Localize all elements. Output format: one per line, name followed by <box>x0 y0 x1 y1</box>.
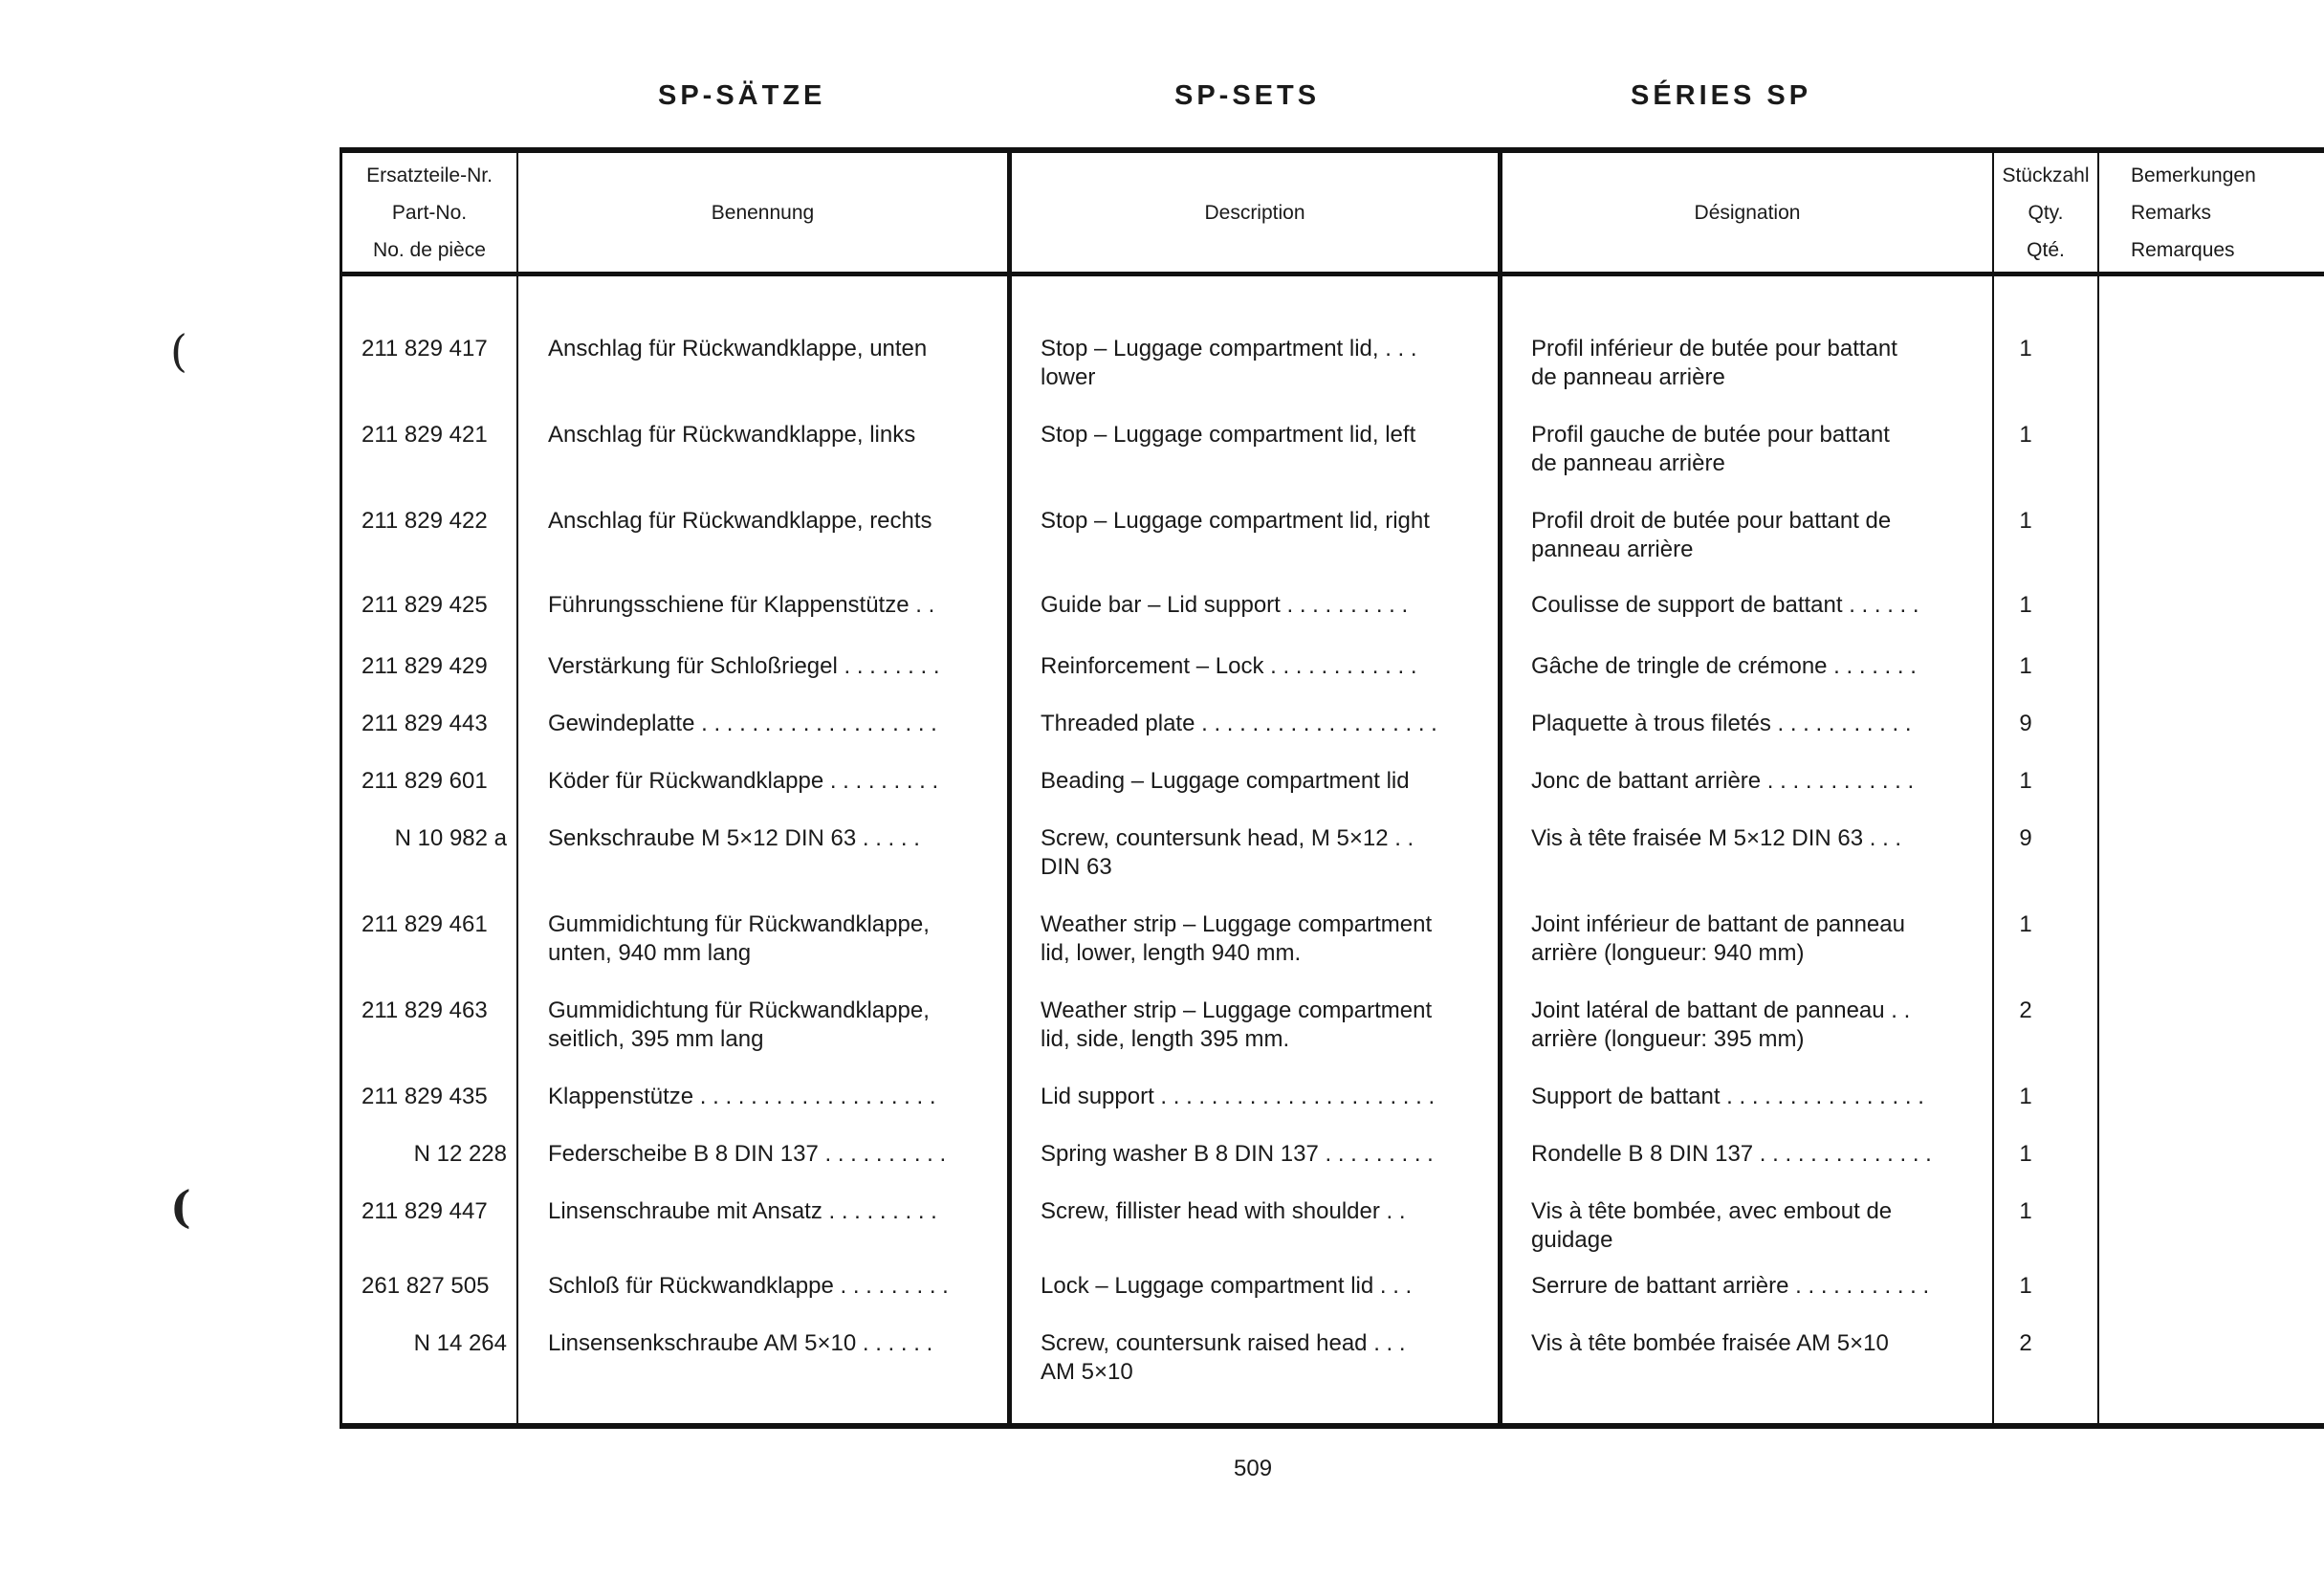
designation-cell: Coulisse de support de battant . . . . . . <box>1531 592 1919 618</box>
header-designation: Désignation <box>1694 201 1801 224</box>
benennung-cell: Schloß für Rückwandklappe . . . . . . . . . <box>548 1273 949 1299</box>
designation-cell: Joint inférieur de battant de panneau arrière (longueur: 940 mm) <box>1531 911 1905 966</box>
designation-cell: Support de battant . . . . . . . . . . . . . . . . <box>1531 1084 1924 1109</box>
designation-cell: Joint latéral de battant de panneau . . arrière (longueur: 395 mm) <box>1531 997 1911 1052</box>
quantity-cell: 9 <box>2019 711 2032 736</box>
column-divider <box>2097 153 2099 1423</box>
part-number: 211 829 421 <box>362 422 488 448</box>
description-cell: Screw, fillister head with shoulder . . <box>1041 1198 1406 1224</box>
description-cell: Lid support . . . . . . . . . . . . . . . . . . . . . . <box>1041 1084 1436 1109</box>
heading-german: SP-SÄTZE <box>658 80 826 111</box>
quantity-cell: 1 <box>2019 592 2032 618</box>
part-number: 211 829 429 <box>362 653 488 679</box>
column-divider <box>1992 153 1994 1423</box>
benennung-cell: Führungsschiene für Klappenstütze . . <box>548 592 935 618</box>
header-description: Description <box>1204 201 1305 224</box>
part-number: N 14 264 <box>413 1330 507 1356</box>
part-number: 211 829 425 <box>362 592 488 618</box>
part-number: 211 829 417 <box>362 336 488 362</box>
designation-cell: Rondelle B 8 DIN 137 . . . . . . . . . . . . . . <box>1531 1141 1932 1167</box>
header-qty-en: Qty. <box>2028 201 2064 224</box>
designation-cell: Vis à tête fraisée M 5×12 DIN 63 . . . <box>1531 825 1902 851</box>
description-cell: Beading – Luggage compartment lid <box>1041 768 1410 794</box>
description-cell: Weather strip – Luggage compartment lid, side, length 395 mm. <box>1041 997 1433 1052</box>
heading-english: SP-SETS <box>1174 80 1321 111</box>
binding-hole-mark: ( <box>170 325 187 377</box>
quantity-cell: 1 <box>2019 911 2032 937</box>
benennung-cell: Klappenstütze . . . . . . . . . . . . . . . . . . . <box>548 1084 936 1109</box>
benennung-cell: Gummidichtung für Rückwandklappe, seitlich, 395 mm lang <box>548 997 930 1052</box>
header-remarks-fr: Remarques <box>2131 238 2235 261</box>
part-number: 261 827 505 <box>362 1273 490 1299</box>
part-number: 211 829 463 <box>362 997 488 1023</box>
description-cell: Stop – Luggage compartment lid, . . . lower <box>1041 336 1417 390</box>
designation-cell: Gâche de tringle de crémone . . . . . . . <box>1531 653 1917 679</box>
description-cell: Lock – Luggage compartment lid . . . <box>1041 1273 1413 1299</box>
header-remarks <box>2131 153 2322 272</box>
quantity-cell: 1 <box>2019 508 2032 534</box>
header-qty <box>1994 153 2097 272</box>
quantity-cell: 1 <box>2019 422 2032 448</box>
benennung-cell: Senkschraube M 5×12 DIN 63 . . . . . <box>548 825 920 851</box>
designation-cell: Profil gauche de butée pour battant de panneau arrière <box>1531 422 1890 476</box>
designation-cell: Vis à tête bombée, avec embout de guidage <box>1531 1198 1893 1253</box>
designation-cell: Serrure de battant arrière . . . . . . . . . . . <box>1531 1273 1930 1299</box>
description-cell: Weather strip – Luggage compartment lid, lower, length 940 mm. <box>1041 911 1433 966</box>
heading-french: SÉRIES SP <box>1631 80 1812 111</box>
header-qty-de: Stückzahl <box>2002 164 2090 186</box>
header-part-no-en: Part-No. <box>391 201 468 224</box>
column-divider <box>1007 153 1012 1423</box>
benennung-cell: Linsensenkschraube AM 5×10 . . . . . . <box>548 1330 933 1356</box>
description-cell: Spring washer B 8 DIN 137 . . . . . . . . . <box>1041 1141 1434 1167</box>
column-divider <box>1498 153 1502 1423</box>
quantity-cell: 1 <box>2019 1273 2032 1299</box>
benennung-cell: Anschlag für Rückwandklappe, links <box>548 422 916 448</box>
header-part-no-de: Ersatzteile-Nr. <box>366 164 493 186</box>
designation-cell: Profil droit de butée pour battant de panneau arrière <box>1531 508 1892 562</box>
designation-cell: Jonc de battant arrière . . . . . . . . . . . . <box>1531 768 1915 794</box>
part-number: 211 829 443 <box>362 711 488 736</box>
description-cell: Guide bar – Lid support . . . . . . . . . . <box>1041 592 1409 618</box>
benennung-cell: Federscheibe B 8 DIN 137 . . . . . . . . . . <box>548 1141 947 1167</box>
benennung-cell: Gewindeplatte . . . . . . . . . . . . . . . . . . . <box>548 711 937 736</box>
header-qty-fr: Qté. <box>2027 238 2065 261</box>
benennung-cell: Anschlag für Rückwandklappe, unten <box>548 336 928 362</box>
benennung-cell: Anschlag für Rückwandklappe, rechts <box>548 508 932 534</box>
designation-cell: Profil inférieur de butée pour battant de panneau arrière <box>1531 336 1897 390</box>
binding-hole-mark: ( <box>170 1181 191 1233</box>
header-remarks-en: Remarks <box>2131 201 2212 224</box>
description-cell: Screw, countersunk raised head . . . AM 5×10 <box>1041 1330 1406 1385</box>
part-number: N 10 982 a <box>394 825 507 851</box>
part-number: 211 829 601 <box>362 768 488 794</box>
part-number: 211 829 461 <box>362 911 488 937</box>
benennung-cell: Gummidichtung für Rückwandklappe, unten, 940 mm lang <box>548 911 930 966</box>
parts-table <box>340 147 2324 1429</box>
column-divider <box>516 153 518 1423</box>
part-number: 211 829 435 <box>362 1084 488 1109</box>
benennung-cell: Verstärkung für Schloßriegel . . . . . . . . <box>548 653 940 679</box>
quantity-cell: 1 <box>2019 768 2032 794</box>
quantity-cell: 1 <box>2019 336 2032 362</box>
benennung-cell: Linsenschraube mit Ansatz . . . . . . . . . <box>548 1198 937 1224</box>
description-cell: Threaded plate . . . . . . . . . . . . . . . . . . . <box>1041 711 1437 736</box>
description-cell: Reinforcement – Lock . . . . . . . . . . . . <box>1041 653 1417 679</box>
benennung-cell: Köder für Rückwandklappe . . . . . . . . . <box>548 768 939 794</box>
part-number: 211 829 447 <box>362 1198 488 1224</box>
header-part-no <box>342 153 516 272</box>
quantity-cell: 2 <box>2019 1330 2032 1356</box>
part-number: 211 829 422 <box>362 508 488 534</box>
quantity-cell: 1 <box>2019 1084 2032 1109</box>
quantity-cell: 1 <box>2019 653 2032 679</box>
quantity-cell: 1 <box>2019 1198 2032 1224</box>
designation-cell: Plaquette à trous filetés . . . . . . . . . . . <box>1531 711 1912 736</box>
header-remarks-de: Bemerkungen <box>2131 164 2256 186</box>
header-divider <box>342 272 2324 276</box>
description-cell: Stop – Luggage compartment lid, left <box>1041 422 1416 448</box>
quantity-cell: 1 <box>2019 1141 2032 1167</box>
designation-cell: Vis à tête bombée fraisée AM 5×10 <box>1531 1330 1889 1356</box>
quantity-cell: 2 <box>2019 997 2032 1023</box>
part-number: N 12 228 <box>413 1141 507 1167</box>
description-cell: Stop – Luggage compartment lid, right <box>1041 508 1430 534</box>
page-number: 509 <box>1234 1456 1273 1481</box>
description-cell: Screw, countersunk head, M 5×12 . . DIN 63 <box>1041 825 1414 880</box>
quantity-cell: 9 <box>2019 825 2032 851</box>
header-benennung: Benennung <box>711 201 815 224</box>
header-part-no-fr: No. de pièce <box>373 238 486 261</box>
